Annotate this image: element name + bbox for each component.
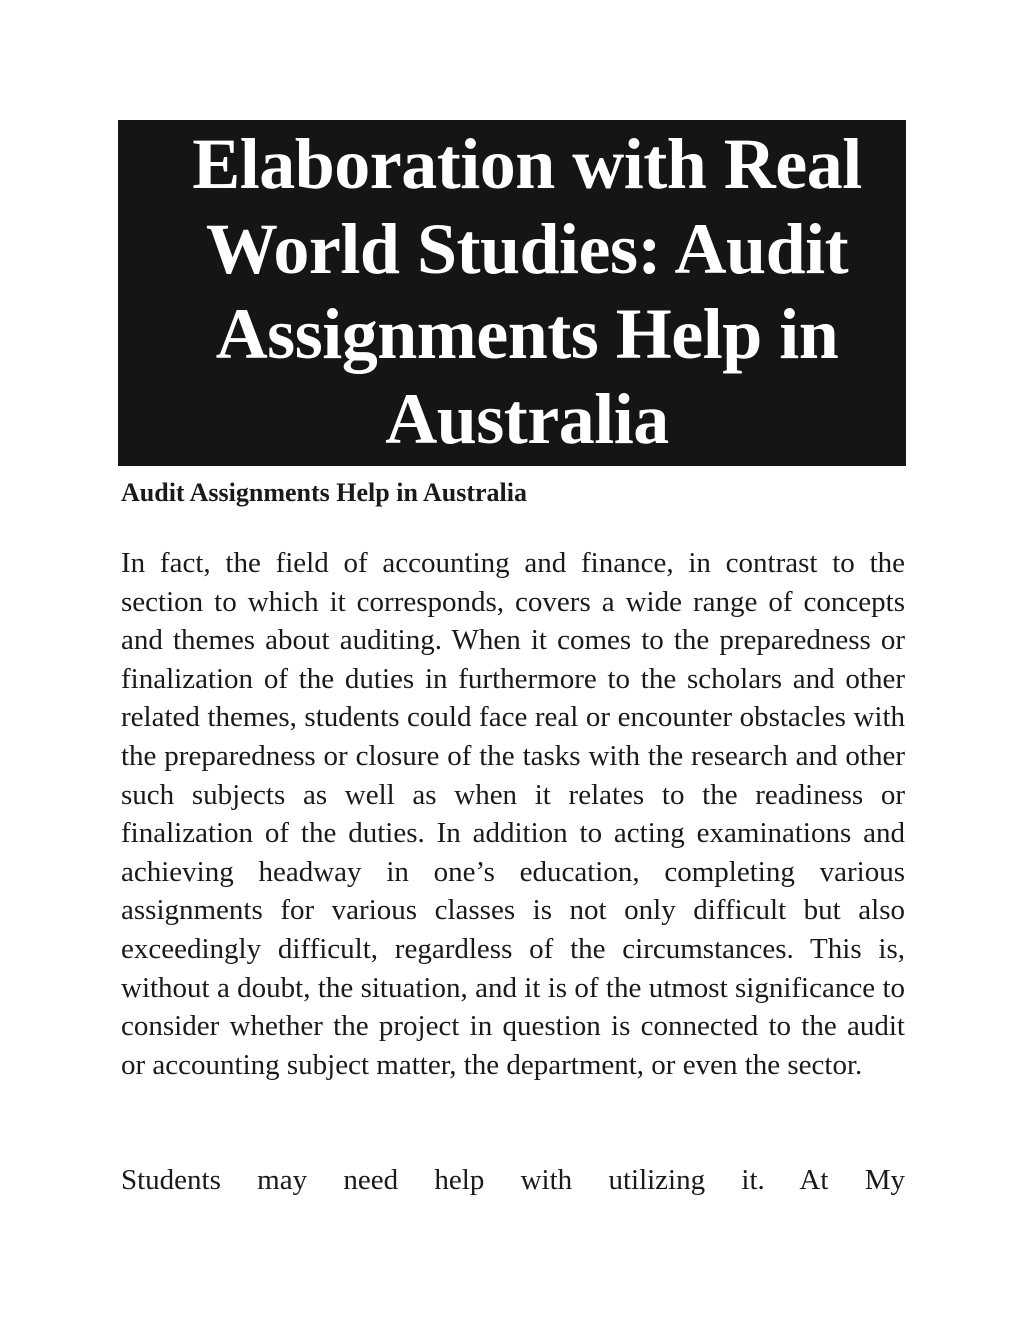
- overlapping-text-line: Students may need help with utilizing it. At My: [121, 1164, 905, 1196]
- title-banner: [118, 120, 906, 466]
- document-title: Elaboration with Real World Studies: Audit Assignments Help in Australia: [192, 124, 862, 459]
- document-subheading: Audit Assignments Help in Australia: [121, 478, 527, 507]
- body-paragraph: In fact, the field of accounting and finance, in contrast to the section to which it corresponds, covers a wide range of concepts and themes about auditing. When it comes to the preparedness or finalization of the duties in furthermore to the scholars and other related themes, students could face real or encounter obstacles with the preparedness or closure of the tasks with the research and other such subjects as well as when it relates to the readiness or finalization of the duties. In addition to acting examinations and achieving headway in one’s education, completing various assignments for various classes is not only difficult but also exceedingly difficult, regardless of the circumstances. This is, without a doubt, the situation, and it is of the utmost significance to consider whether the project in question is connected to the audit or accounting subject matter, the department, or even the sector.: [121, 547, 905, 1081]
